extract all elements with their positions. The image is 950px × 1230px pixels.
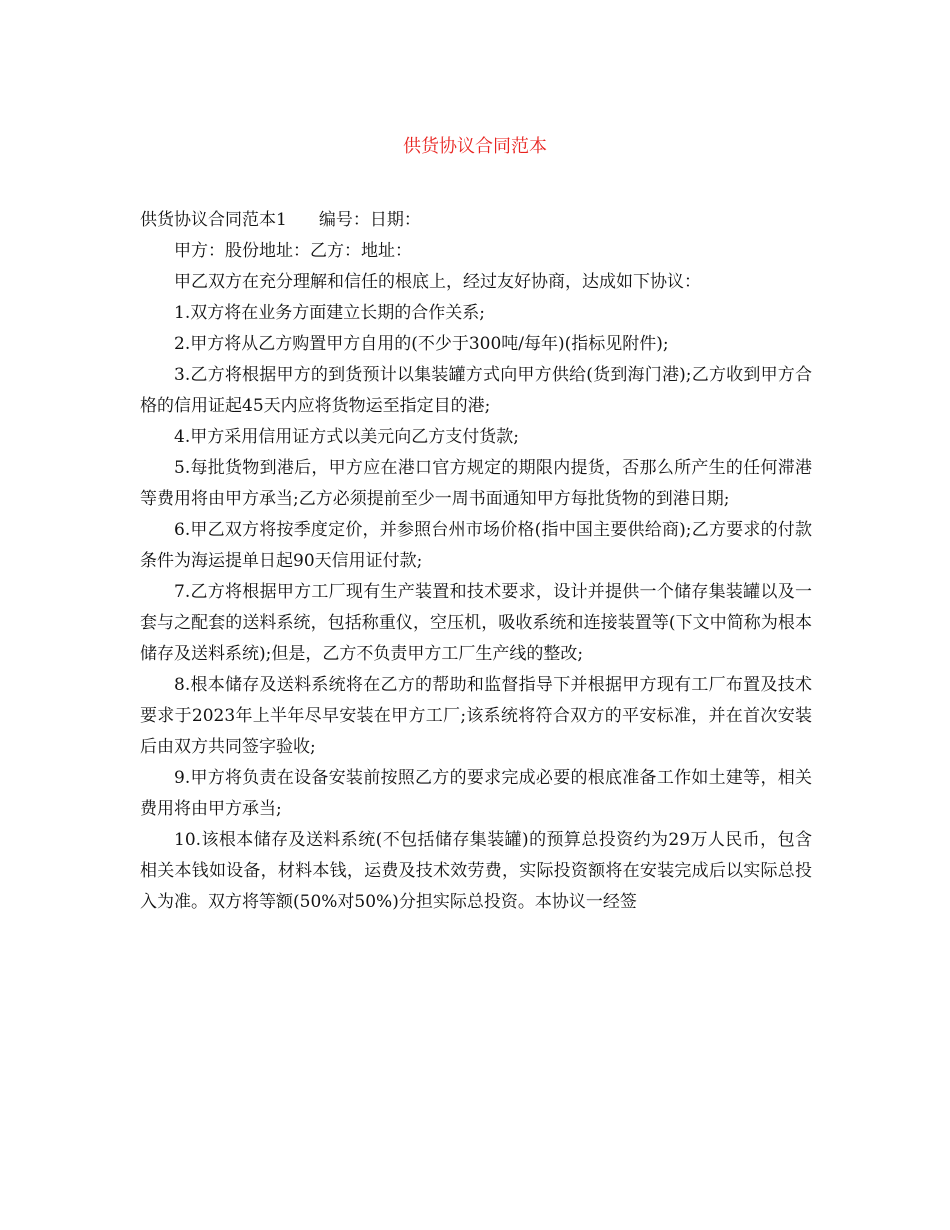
clause-2: 2.甲方将从乙方购置甲方自用的(不少于300吨/每年)(指标见附件);: [174, 334, 669, 354]
intro-paragraph: 甲乙双方在充分理解和信任的根底上，经过友好协商，达成如下协议：: [174, 272, 701, 292]
number-date: 编号：日期：: [318, 210, 421, 230]
doc-name: 供货协议合同范本1: [140, 210, 287, 230]
clause-1: 1.双方将在业务方面建立长期的合作关系;: [174, 303, 485, 323]
document-title: 供货协议合同范本: [403, 136, 547, 157]
document-body: [140, 205, 812, 918]
clause-4: 4.甲方采用信用证方式以美元向乙方支付货款;: [174, 427, 519, 447]
clause-7: 7.乙方将根据甲方工厂现有生产装置和技术要求，设计并提供一个储存集装罐以及一套与之配套的送料系统，包括称重仪，空压机，吸收系统和连接装置等(下文中简称为根本储存及送料系统);但是，乙方不负责甲方工厂生产线的整改;: [140, 582, 812, 664]
header-line: [140, 205, 812, 236]
clause-9: 9.甲方将负责在设备安装前按照乙方的要求完成必要的根底准备工作如土建等，相关费用将由甲方承当;: [140, 768, 812, 819]
clause-8: 8.根本储存及送料系统将在乙方的帮助和监督指导下并根据甲方现有工厂布置及技术要求于2023年上半年尽早安装在甲方工厂;该系统将符合双方的平安标准，并在首次安装后由双方共同签字验收;: [140, 675, 812, 757]
clause-6: 6.甲乙双方将按季度定价，并参照台州市场价格(指中国主要供给商);乙方要求的付款条件为海运提单日起90天信用证付款;: [140, 520, 812, 571]
clause-5: 5.每批货物到港后，甲方应在港口官方规定的期限内提货，否那么所产生的任何滞港等费用将由甲方承当;乙方必须提前至少一周书面通知甲方每批货物的到港日期;: [140, 458, 812, 509]
clause-3: 3.乙方将根据甲方的到货预计以集装罐方式向甲方供给(货到海门港);乙方收到甲方合格的信用证起45天内应将货物运至指定目的港;: [140, 365, 812, 416]
clause-10: 10.该根本储存及送料系统(不包括储存集装罐)的预算总投资约为29万人民币，包含相关本钱如设备，材料本钱，运费及技术效劳费，实际投资额将在安装完成后以实际总投入为准。双方将等额(50%对50%)分担实际总投资。本协议一经签: [140, 830, 812, 912]
parties-line: 甲方：股份地址：乙方：地址：: [174, 241, 412, 261]
